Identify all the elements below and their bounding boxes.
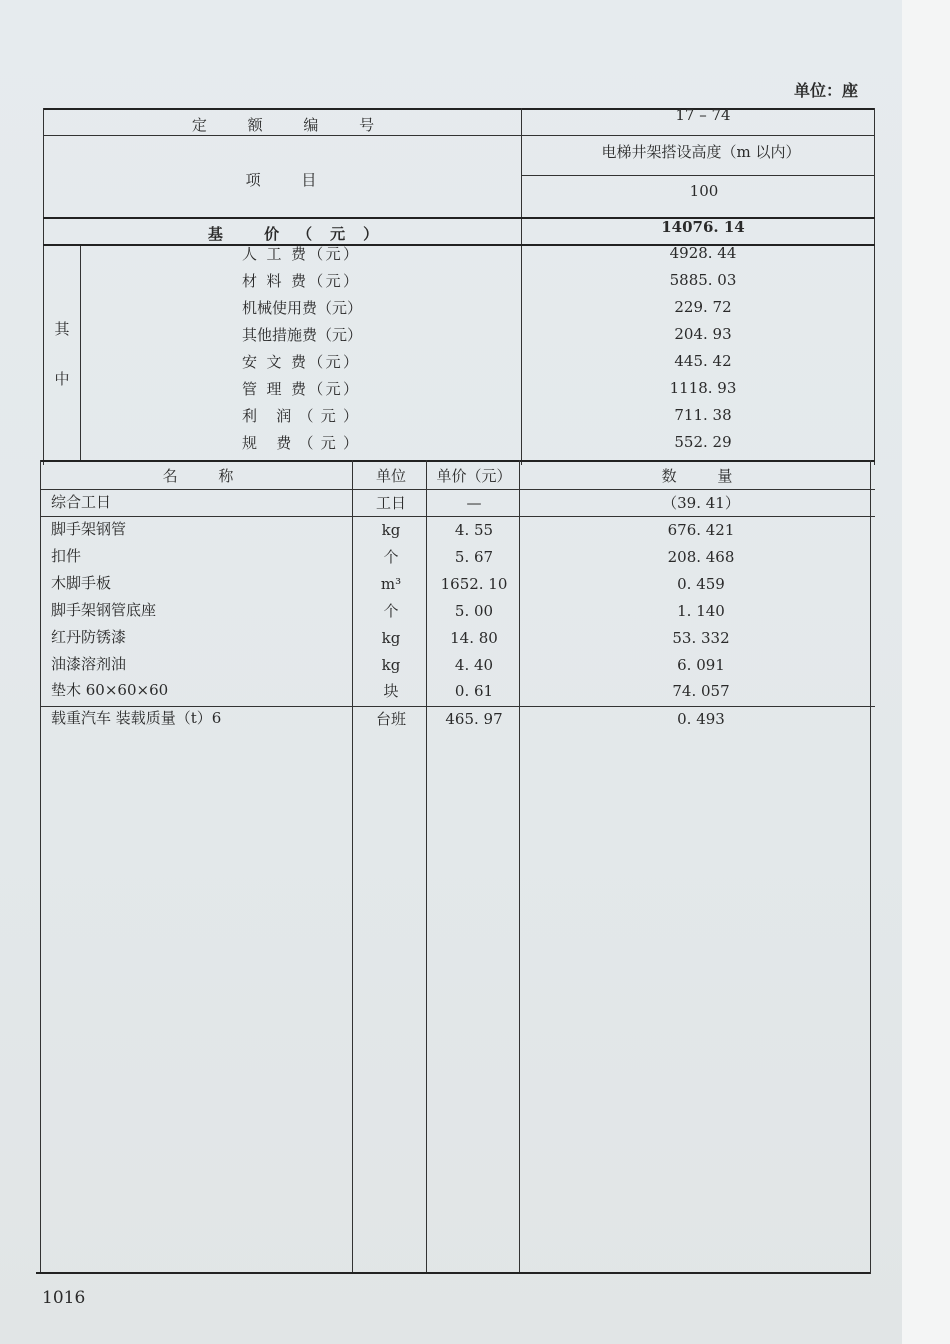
breakdown-row-value: 4928. 44 [669,244,737,262]
detail-row-price: 5. 00 [454,602,494,620]
detail-row-quantity: 74. 057 [672,682,730,700]
breakdown-group-divider [80,246,81,460]
detail-row-unit: 台班 [375,710,407,728]
detail-row-unit: kg [381,521,401,539]
row-divider-base-top [43,217,875,219]
page-number: 1016 [42,1288,86,1308]
col-divider-price [426,460,427,1274]
item-height: 100 [689,182,719,200]
table-right-border-lower [870,460,871,1274]
breakdown-row-value: 552. 29 [674,433,732,451]
detail-row-price: — [466,494,482,512]
base-price-label: 基 价（元） [207,225,397,243]
breakdown-row-value: 5885. 03 [669,271,737,289]
item-label: 项 目 [245,171,335,189]
detail-row-price: 1652. 10 [440,575,508,593]
breakdown-row-label: 管 理 费（元） [242,380,358,398]
table-right-border-upper [874,108,875,465]
col-header-unit: 单位 [375,467,407,485]
quota-number-label: 定 额 编 号 [191,116,393,134]
detail-row-name: 综合工日 [51,493,112,511]
detail-row-unit: 块 [383,682,399,700]
detail-row-unit: kg [381,629,401,647]
row-divider-base-bottom [43,244,875,246]
breakdown-row-label: 其他措施费（元） [242,326,363,344]
breakdown-row-label: 规 费（元） [242,434,358,452]
col-divider-unit [352,460,353,1274]
row-divider-labor [40,516,875,517]
quota-number: 17 – 74 [675,106,731,124]
table-bottom-border [36,1272,870,1274]
detail-row-quantity: 0. 459 [677,575,725,593]
detail-row-quantity: 0. 493 [677,710,725,728]
table-top-border [43,108,875,110]
detail-row-name: 红丹防锈漆 [51,628,127,646]
row-divider-headers [40,489,875,490]
detail-row-name: 扣件 [51,547,82,565]
detail-row-name: 木脚手板 [51,574,112,592]
detail-row-name: 油漆溶剂油 [51,655,127,673]
breakdown-row-label: 材 料 费（元） [242,272,358,290]
col-header-name: 名 称 [162,467,252,485]
table-left-border-lower [40,460,41,1274]
row-divider-item [521,175,875,176]
breakdown-group-label-1: 其 [54,320,70,338]
detail-row-unit: m³ [380,575,402,593]
breakdown-row-label: 利 润（元） [242,407,358,425]
row-divider-detail-header [40,460,875,462]
detail-row-price: 465. 97 [445,710,503,728]
breakdown-row-value: 711. 38 [674,406,732,424]
detail-row-name: 载重汽车 装载质量（t）6 [51,709,222,727]
detail-row-unit: 个 [383,602,399,620]
detail-row-quantity: 1. 140 [677,602,725,620]
row-divider-quota [43,135,875,136]
breakdown-row-label: 机械使用费（元） [242,299,363,317]
item-name: 电梯井架搭设高度（m 以内） [601,143,801,161]
page-edge [902,0,950,1344]
breakdown-row-label: 安 文 费（元） [242,353,358,371]
detail-row-quantity: 6. 091 [677,656,725,674]
breakdown-row-value: 229. 72 [674,298,732,316]
detail-row-name: 脚手架钢管 [51,520,127,538]
detail-row-unit: 工日 [375,494,407,512]
detail-row-price: 4. 40 [454,656,494,674]
detail-row-price: 4. 55 [454,521,494,539]
breakdown-group-label-2: 中 [54,370,70,388]
breakdown-row-value: 445. 42 [674,352,732,370]
detail-row-name: 垫木 60×60×60 [51,681,169,699]
detail-row-price: 0. 61 [454,682,494,700]
detail-row-quantity: （39. 41） [662,494,740,512]
detail-row-price: 5. 67 [454,548,494,566]
col-header-price: 单价（元） [436,467,512,485]
breakdown-row-value: 1118. 93 [669,379,737,397]
header-divider [521,108,522,465]
unit-label: 单位：座 [794,81,859,100]
col-divider-qty [519,460,520,1274]
detail-row-unit: kg [381,656,401,674]
breakdown-row-label: 人 工 费（元） [242,245,358,263]
detail-row-quantity: 53. 332 [672,629,730,647]
table-left-border-upper [43,108,44,465]
detail-row-quantity: 208. 468 [667,548,735,566]
base-price: 14076. 14 [661,218,745,236]
detail-row-price: 14. 80 [450,629,498,647]
breakdown-row-value: 204. 93 [674,325,732,343]
detail-row-name: 脚手架钢管底座 [51,601,157,619]
detail-row-quantity: 676. 421 [667,521,735,539]
col-header-quantity: 数 量 [661,467,751,485]
detail-row-unit: 个 [383,548,399,566]
row-divider-machinery [40,706,875,707]
